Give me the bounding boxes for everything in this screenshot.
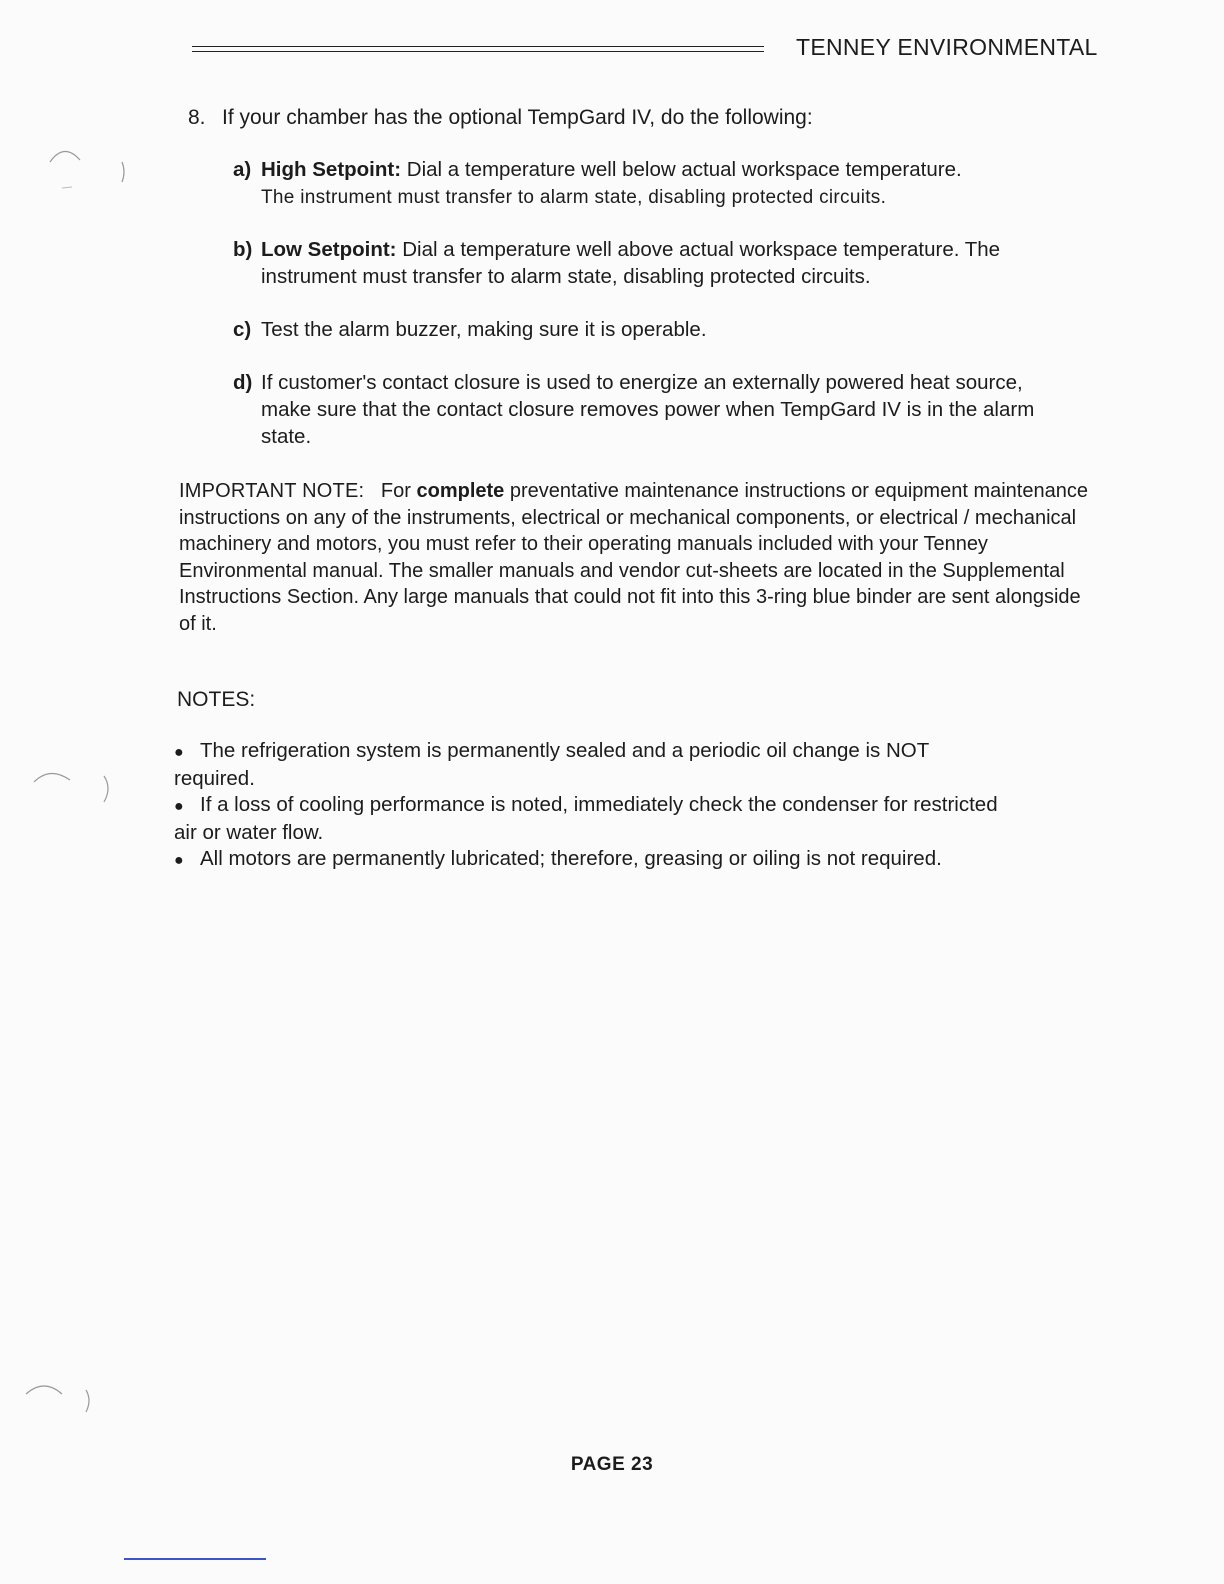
sub-step-letter: c): [233, 318, 252, 341]
sub-step-text: Test the alarm buzzer, making sure it is operable.: [261, 318, 707, 341]
list-item: ● All motors are permanently lubricated; therefore, greasing or oiling is not required.: [174, 846, 1014, 874]
page-number: PAGE 23: [570, 1454, 654, 1475]
sub-step-letter: a): [233, 158, 252, 181]
sub-step-letter: d): [233, 371, 253, 394]
list-item: ● If a loss of cooling performance is noted, immediately check the condenser for restricted air or water flow.: [174, 793, 998, 844]
list-item: ● The refrigeration system is permanently sealed and a periodic oil change is NOT required.: [174, 739, 929, 790]
notes-heading: NOTES:: [177, 688, 256, 711]
step-number: 8.: [188, 106, 206, 129]
important-note: [179, 478, 1094, 637]
important-emphasis: complete: [416, 480, 505, 502]
sub-step-text: If customer's contact closure is used to energize an externally powered heat source, make sure that the contact closure removes power when TempGard IV is in the alarm state.: [261, 371, 1035, 448]
sub-step-letter: b): [233, 238, 253, 261]
sub-step-b: [233, 236, 1093, 290]
sub-step-text: Dial a temperature well below actual workspace temperature.: [406, 158, 962, 181]
step-text: If your chamber has the optional TempGard IV, do the following:: [222, 106, 813, 129]
bullet-icon: ●: [174, 852, 184, 869]
binder-hole-mark-middle: [30, 758, 130, 818]
sub-step-text: Dial a temperature well above actual workspace temperature. The instrument must transfer to alarm state, disabling protected circuits.: [261, 238, 1001, 288]
important-lead: For: [380, 480, 411, 502]
header-rule: [192, 46, 764, 52]
bullet-icon: ●: [174, 798, 184, 815]
binder-hole-mark-top: [40, 140, 140, 210]
important-text: preventative maintenance instructions or equipment maintenance instructions on any of the instruments, electrical or mechanical components, or electrical / mechanical machinery and motors, you must refer to their operating manuals included with your Tenney Environmental manual. The smaller manuals and vendor cut-sheets are located in the Supplemental Instructions Section. Any large manuals that could not fit into this 3-ring blue binder are sent alongside of it.: [179, 480, 1088, 635]
sub-step-c: [233, 316, 1093, 343]
sub-step-heading: High Setpoint:: [261, 158, 402, 181]
step-intro: [188, 106, 813, 130]
bottom-rule: [124, 1558, 266, 1560]
sub-step-heading: Low Setpoint:: [261, 238, 397, 261]
notes-list: [174, 738, 1014, 874]
sub-step-text-2: The instrument must transfer to alarm state, disabling protected circuits.: [261, 187, 887, 208]
bullet-icon: ●: [174, 744, 184, 761]
important-label: IMPORTANT NOTE:: [179, 480, 365, 502]
company-name: TENNEY ENVIRONMENTAL: [796, 34, 1098, 60]
sub-step-d: [233, 369, 1093, 450]
sub-step-a: [233, 156, 1093, 211]
binder-hole-mark-bottom: [20, 1374, 120, 1424]
